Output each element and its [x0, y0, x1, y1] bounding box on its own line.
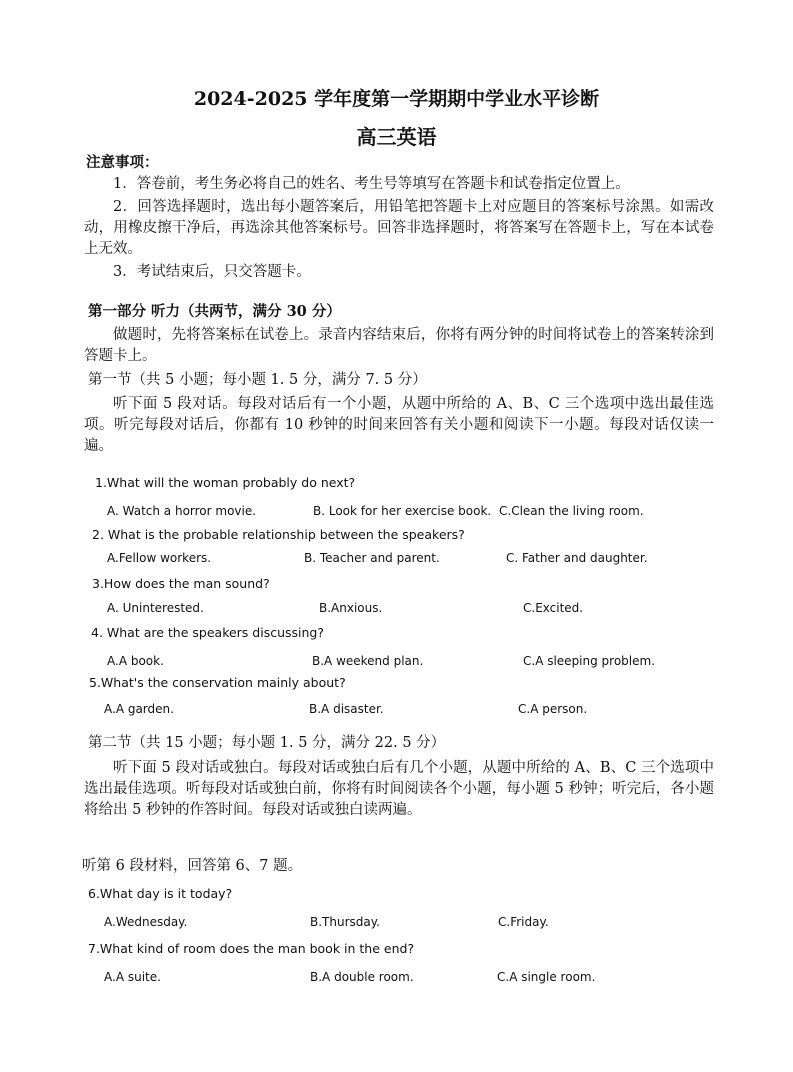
- question-7: 7.What kind of room does the man book in the end?: [88, 941, 415, 956]
- notice-item-3: 3．考试结束后，只交答题卡。: [113, 264, 311, 280]
- notice-item-2: 2．回答选择题时，选出每小题答案后，用铅笔把答题卡上对应题目的答案标号涂黑。如需改动，用橡皮擦干净后，再选涂其他答案标号。回答非选择题时，将答案写在答题卡上，写在本试卷上无效。: [84, 199, 714, 257]
- question-2: 2. What is the probable relationship between the speakers?: [92, 527, 465, 542]
- exam-title: 2024-2025 学年度第一学期期中学业水平诊断: [193, 88, 600, 110]
- section2-instruction: 听下面 5 段对话或独白。每段对话或独白后有几个小题，从题中所给的 A、B、C 三个选项中选出最佳选项。听每段对话或独白前，你将有时间阅读各个小题，每小题 5 秒钟；听完后，各小题将给出 5 秒钟的作答时间。每段对话或独白读两遍。: [84, 760, 714, 818]
- question-7-option-a: A.A suite.: [104, 970, 161, 984]
- section1-instruction: 听下面 5 段对话。每段对话后有一个小题，从题中所给的 A、B、C 三个选项中选出最佳选项。听完每段对话后，你都有 10 秒钟的时间来回答有关小题和阅读下一小题。每段对话仅读一遍。: [84, 396, 714, 454]
- question-2-option-c: C. Father and daughter.: [506, 551, 648, 565]
- question-5-option-a: A.A garden.: [104, 702, 174, 716]
- question-4: 4. What are the speakers discussing?: [91, 625, 325, 640]
- question-2-option-b: B. Teacher and parent.: [304, 551, 440, 565]
- question-7-option-c: C.A single room.: [497, 970, 596, 984]
- question-3: 3.How does the man sound?: [92, 576, 270, 591]
- question-5-option-b: B.A disaster.: [309, 702, 384, 716]
- question-5-option-c: C.A person.: [518, 702, 588, 716]
- material-6-note: 听第 6 段材料，回答第 6、7 题。: [82, 858, 303, 874]
- question-6-option-b: B.Thursday.: [310, 915, 380, 929]
- question-1-option-b: B. Look for her exercise book.: [313, 504, 492, 518]
- question-6-option-a: A.Wednesday.: [104, 915, 188, 929]
- question-1-option-a: A. Watch a horror movie.: [107, 504, 257, 518]
- question-2-option-a: A.Fellow workers.: [107, 551, 212, 565]
- section1-heading: 第一节（共 5 小题；每小题 1. 5 分，满分 7. 5 分）: [88, 372, 427, 388]
- question-3-option-c: C.Excited.: [523, 601, 584, 615]
- part1-instruction: 做题时，先将答案标在试卷上。录音内容结束后，你将有两分钟的时间将试卷上的答案转涂到答题卡上。: [84, 327, 714, 364]
- question-1-option-c: C.Clean the living room.: [499, 504, 644, 518]
- question-5: 5.What's the conservation mainly about?: [89, 675, 346, 690]
- question-7-option-b: B.A double room.: [310, 970, 414, 984]
- exam-subject: 高三英语: [356, 125, 437, 149]
- part1-heading: 第一部分 听力（共两节，满分 30 分）: [88, 303, 341, 320]
- question-4-option-a: A.A book.: [107, 654, 164, 668]
- question-4-option-c: C.A sleeping problem.: [523, 654, 656, 668]
- question-4-option-b: B.A weekend plan.: [312, 654, 424, 668]
- notice-item-1: 1．答卷前，考生务必将自己的姓名、考生号等填写在答题卡和试卷指定位置上。: [113, 176, 630, 192]
- notice-heading: 注意事项：: [86, 154, 159, 171]
- question-6-option-c: C.Friday.: [498, 915, 549, 929]
- question-1: 1.What will the woman probably do next?: [95, 475, 356, 490]
- section2-heading: 第二节（共 15 小题；每小题 1. 5 分，满分 22. 5 分）: [88, 735, 446, 751]
- question-3-option-b: B.Anxious.: [319, 601, 383, 615]
- question-3-option-a: A. Uninterested.: [107, 601, 204, 615]
- question-6: 6.What day is it today?: [88, 886, 233, 901]
